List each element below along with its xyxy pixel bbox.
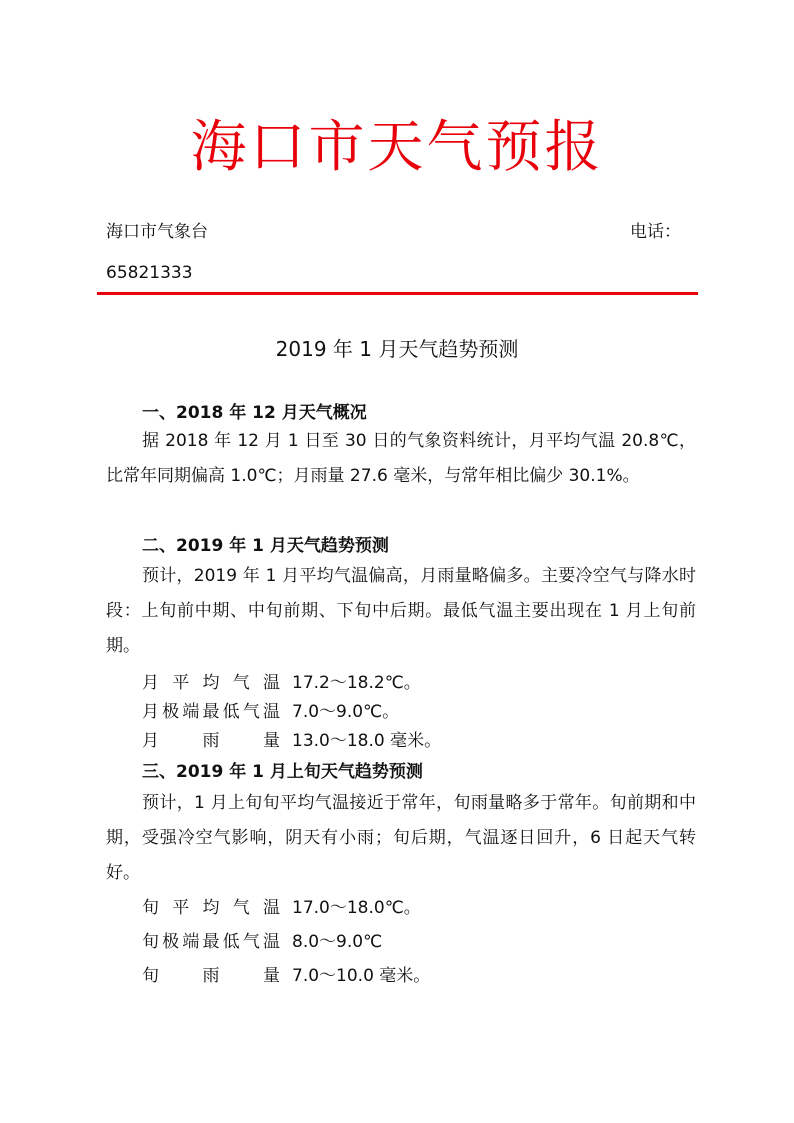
- stat-label: 月平均气温: [142, 673, 280, 693]
- stat-label: 月极端最低气温: [142, 702, 280, 722]
- stat-row: [142, 930, 382, 954]
- stat-value: 13.0～18.0 毫米。: [292, 731, 442, 751]
- phone-label: 电话：: [630, 222, 681, 242]
- stat-row: [142, 896, 421, 920]
- section-paragraph-2: 预计，2019 年 1 月平均气温偏高，月雨量略偏多。主要冷空气与降水时段：上旬前中期、中旬前期、下旬中后期。最低气温主要出现在 1 月上旬前期。: [106, 566, 696, 656]
- stat-label: 旬平均气温: [142, 898, 280, 918]
- stat-label: 旬雨量: [142, 966, 280, 986]
- phone-number: 65821333: [106, 263, 193, 283]
- masthead-title: 海口市天气预报: [190, 115, 604, 180]
- stat-row: [142, 964, 430, 988]
- stat-value: 7.0～10.0 毫米。: [292, 966, 431, 986]
- stat-row: [142, 700, 399, 724]
- document-title: 2019 年 1 月天气趋势预测: [275, 337, 519, 361]
- stat-label: 月雨量: [142, 731, 280, 751]
- stat-value: 17.0～18.0℃。: [292, 898, 421, 918]
- red-divider: [97, 292, 698, 295]
- section-heading-2: 二、2019 年 1 月天气趋势预测: [142, 536, 389, 556]
- issuer-name: 海口市气象台: [106, 222, 208, 242]
- stat-label: 旬极端最低气温: [142, 932, 280, 952]
- stat-value: 17.2～18.2℃。: [292, 673, 421, 693]
- stat-value: 8.0～9.0℃: [292, 932, 383, 952]
- stat-row: [142, 671, 421, 695]
- section-heading-1: 一、2018 年 12 月天气概况: [142, 403, 367, 423]
- section-paragraph-1: 据 2018 年 12 月 1 日至 30 日的气象资料统计，月平均气温 20.8℃，比常年同期偏高 1.0℃；月雨量 27.6 毫米，与常年相比偏少 30.1%。: [106, 431, 696, 486]
- stat-value: 7.0～9.0℃。: [292, 702, 400, 722]
- section-paragraph-3: 预计，1 月上旬旬平均气温接近于常年，旬雨量略多于常年。旬前期和中期，受强冷空气影响，阴天有小雨；旬后期，气温逐日回升，6 日起天气转好。: [106, 793, 696, 883]
- stat-row: [142, 729, 441, 753]
- section-heading-3: 三、2019 年 1 月上旬天气趋势预测: [142, 762, 423, 782]
